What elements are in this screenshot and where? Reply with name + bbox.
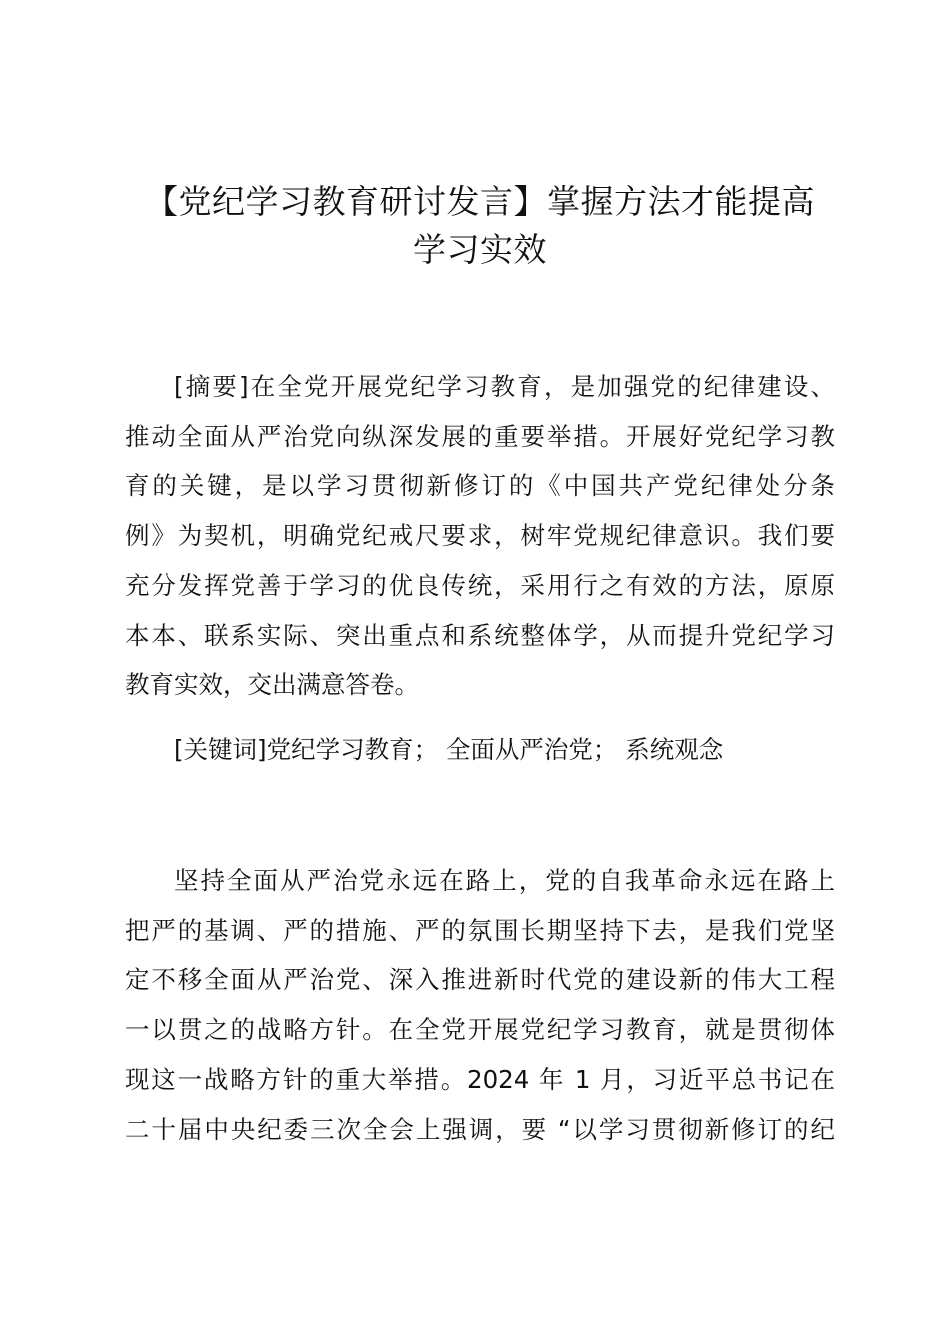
paragraph-line: 现这一战略方针的重大举措。2024 年 1 月，习近平总书记在 [125,1064,835,1094]
title-line: 【党纪学习教育研讨发言】掌握方法才能提高 [145,182,815,221]
paragraph-line: 坚持全面从严治党永远在路上，党的自我革命永远在路上 [174,866,835,895]
keywords-line: [关键词]党纪学习教育； 全面从严治党； 系统观念 [174,735,724,764]
abstract-paragraph [125,362,835,710]
paragraph-line: [摘要]在全党开展党纪学习教育，是加强党的纪律建设、 [174,372,835,401]
paragraph-line: 二十届中央纪委三次全会上强调，要 “以学习贯彻新修订的纪 [125,1114,835,1144]
body-paragraph [125,856,835,1154]
paragraph-line: 推动全面从严治党向纵深发展的重要举措。开展好党纪学习教 [125,421,835,451]
paragraph-line: 把严的基调、严的措施、严的氛围长期坚持下去，是我们党坚 [125,915,835,945]
paragraph-line: 育的关键，是以学习贯彻新修订的《中国共产党纪律处分条 [125,471,835,501]
title-line: 学习实效 [413,230,547,269]
paragraph-line: 本本、联系实际、突出重点和系统整体学，从而提升党纪学习 [125,620,835,650]
keywords-paragraph [125,725,835,775]
paragraph-line: 教育实效，交出满意答卷。 [125,670,419,700]
paragraph-line: 例》为契机，明确党纪戒尺要求，树牢党规纪律意识。我们要 [125,521,835,551]
document-title [100,178,860,274]
paragraph-line: 定不移全面从严治党、深入推进新时代党的建设新的伟大工程 [125,965,835,995]
paragraph-line: 一以贯之的战略方针。在全党开展党纪学习教育，就是贯彻体 [125,1015,835,1045]
paragraph-line: 充分发挥党善于学习的优良传统，采用行之有效的方法，原原 [125,570,835,600]
